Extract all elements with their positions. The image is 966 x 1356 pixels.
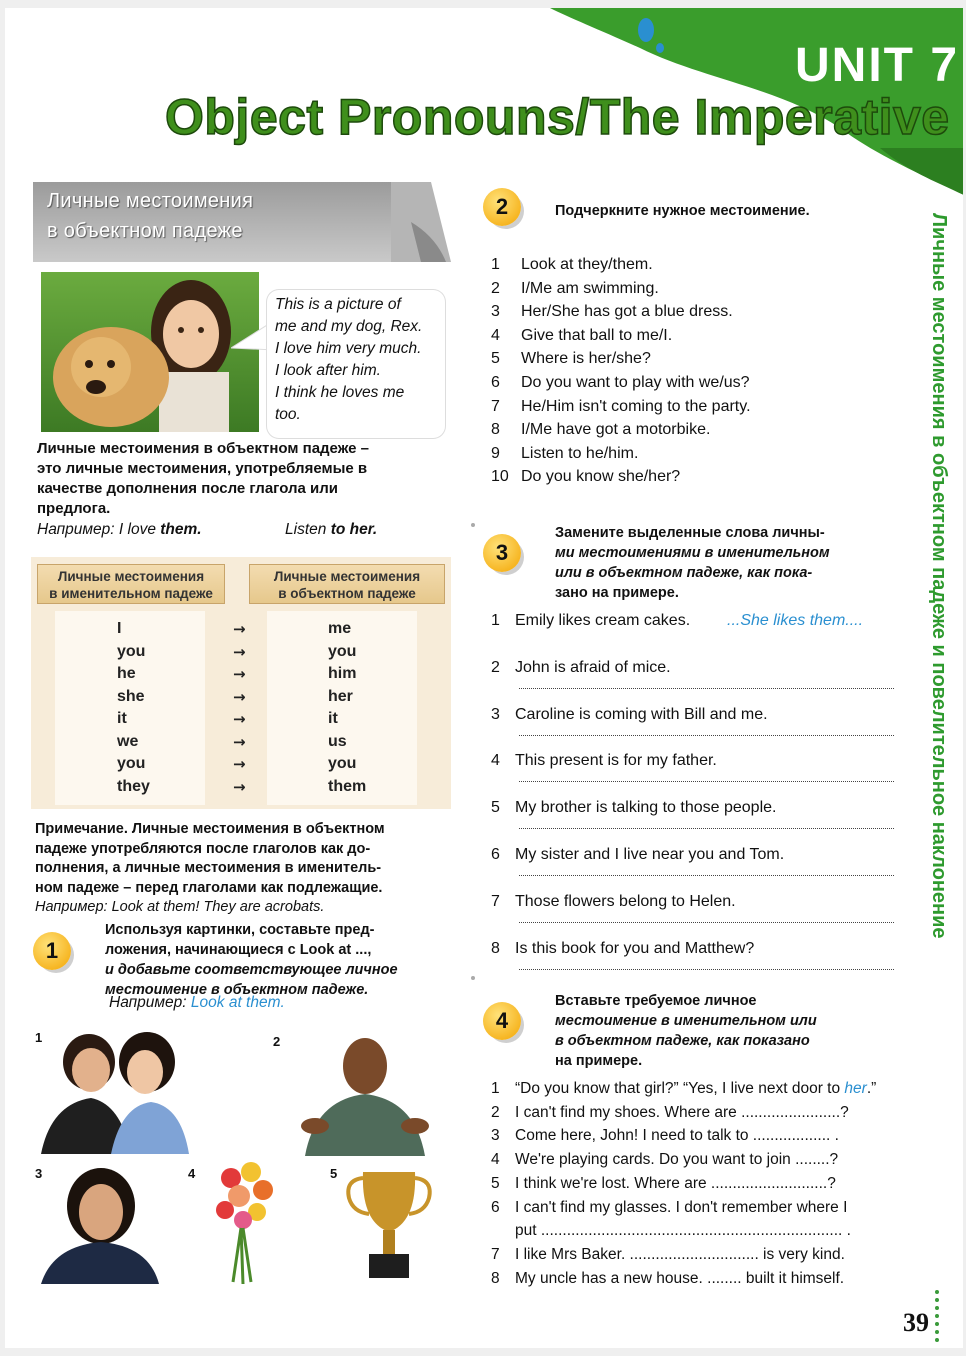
note-example: Например: Look at them! They are acrobats. xyxy=(35,899,325,915)
item-number: 8 xyxy=(491,421,500,439)
instruction-line: и добавьте соответствующее личное xyxy=(105,962,398,978)
banner-curl xyxy=(391,182,451,262)
table-header-subject xyxy=(37,564,225,604)
page-number: 39 xyxy=(903,1308,929,1337)
definition-example-2 xyxy=(285,521,377,539)
instruction-line: зано на примере. xyxy=(555,585,679,601)
subject-pronoun: it xyxy=(117,710,127,727)
arrow-icon: → xyxy=(233,710,246,728)
item-text: Those flowers belong to Helen. xyxy=(515,892,736,910)
item-number: 7 xyxy=(491,397,500,415)
item-number: 5 xyxy=(491,1174,500,1192)
exercise-3-badge: 3 xyxy=(483,534,521,572)
item-text xyxy=(515,1222,851,1240)
object-pronoun: you xyxy=(328,755,357,772)
item-text: Is this book for you and Matthew? xyxy=(515,939,755,957)
object-pronoun: us xyxy=(328,732,347,750)
item-text-main: Come here, John! I need to talk to .................. . xyxy=(515,1127,839,1145)
note-line: Примечание. Личные местоимения в объектном xyxy=(35,821,385,837)
instruction-line: Используя картинки, составьте пред- xyxy=(105,922,375,938)
example-word: to xyxy=(330,521,346,538)
item-number: 5 xyxy=(491,799,500,817)
picture-number: 3 xyxy=(35,1166,43,1181)
picture-number: 1 xyxy=(35,1030,43,1045)
exercise-3-item xyxy=(491,846,891,866)
item-text: Emily likes cream cakes. xyxy=(515,612,691,629)
section-banner xyxy=(33,182,431,262)
exercise-2-item xyxy=(491,303,891,323)
subject-pronoun: you xyxy=(117,755,146,772)
item-number: 4 xyxy=(491,752,500,770)
example-label: Например: xyxy=(109,994,187,1011)
arrow-icon: → xyxy=(233,620,246,638)
example-label: Listen xyxy=(285,521,327,538)
exercise-2-item xyxy=(491,374,891,394)
exercise-1-instruction xyxy=(105,920,455,1000)
exercise-4-item xyxy=(491,1222,901,1242)
exercise-3-instruction xyxy=(555,523,915,603)
grammar-note xyxy=(35,820,455,918)
subject-pronoun: I xyxy=(117,620,122,637)
answer-line[interactable] xyxy=(519,687,894,689)
item-text-main: I can't find my glasses. I don't remember where I xyxy=(515,1198,848,1216)
note-line: ном падеже – перед глаголами как подлежащие. xyxy=(35,879,383,896)
object-pronoun: me xyxy=(328,620,352,637)
item-text-main: My uncle has a new house. ........ built it himself. xyxy=(515,1269,845,1287)
speech-line: too. xyxy=(275,406,301,423)
textbook-page xyxy=(5,8,963,1348)
exercise-4-item xyxy=(491,1199,901,1219)
instruction-line: Вставьте требуемое личное xyxy=(555,993,757,1009)
flowers-picture xyxy=(211,1158,281,1286)
instruction-line: местоимение в объектном падеже. xyxy=(105,982,369,998)
item-text: I/Me have got a motorbike. xyxy=(521,421,711,439)
girl-and-dog-photo xyxy=(41,272,259,432)
item-text-main: I can't find my shoes. Where are .......................? xyxy=(515,1103,849,1121)
definition-line: Личные местоимения в объектном падеже – xyxy=(37,440,369,457)
item-text xyxy=(515,1104,849,1122)
item-text-main: put ...................................................................... . xyxy=(515,1222,851,1240)
definition-line: предлога. xyxy=(37,500,111,517)
item-text: Where is her/she? xyxy=(521,350,651,368)
exercise-3-item xyxy=(491,893,891,913)
exercise-2-item xyxy=(491,280,891,300)
example-word: her. xyxy=(349,521,378,538)
speech-line: me and my dog, Rex. xyxy=(275,318,423,335)
item-text-end: .” xyxy=(866,1080,877,1097)
item-number: 5 xyxy=(491,350,500,368)
exercise-4-instruction xyxy=(555,991,915,1071)
arrow-icon: → xyxy=(233,777,246,796)
item-text: Do you know she/her? xyxy=(521,468,681,486)
item-number: 8 xyxy=(491,939,500,957)
header-line: Личные местоимения xyxy=(273,569,421,584)
item-number: 2 xyxy=(491,279,500,297)
item-number: 6 xyxy=(491,846,500,863)
exercise-2-item xyxy=(491,398,891,418)
exercise-3-item xyxy=(491,659,891,679)
item-text-main: I think we're lost. Where are ...........................? xyxy=(515,1174,836,1192)
exercise-4-item xyxy=(491,1104,901,1124)
example-answer: ...She likes them.... xyxy=(727,612,864,629)
picture-number: 5 xyxy=(330,1166,338,1181)
exercise-3-item xyxy=(491,799,891,819)
example-label: Например: I love xyxy=(37,521,156,538)
arrow-icon: → xyxy=(233,755,246,773)
header-line: Личные местоимения xyxy=(57,569,205,584)
item-text: I/Me am swimming. xyxy=(521,279,659,297)
item-text: Do you want to play with we/us? xyxy=(521,374,750,391)
item-text: Her/She has got a blue dress. xyxy=(521,303,733,321)
exercise-3-item xyxy=(491,612,891,632)
item-number: 1 xyxy=(491,1080,500,1097)
instruction-line: ложения, начинающиеся с Look at ..., xyxy=(105,942,372,958)
item-number: 3 xyxy=(491,1127,500,1145)
object-pronoun: it xyxy=(328,710,338,727)
item-text xyxy=(515,1151,838,1169)
item-text: Caroline is coming with Bill and me. xyxy=(515,705,768,723)
exercise-1-badge: 1 xyxy=(33,932,71,970)
exercise-1-example xyxy=(109,994,285,1012)
speech-line: This is a picture of xyxy=(275,296,401,313)
unit-label: UNIT 7 xyxy=(795,39,960,92)
object-pronoun: them xyxy=(328,777,367,795)
exercise-3-item xyxy=(491,752,891,772)
item-text xyxy=(515,1175,836,1193)
item-text-main: I like Mrs Baker. .............................. is very kind. xyxy=(515,1245,845,1263)
item-number: 3 xyxy=(491,303,500,321)
picture-number: 4 xyxy=(188,1166,196,1181)
item-number: 8 xyxy=(491,1269,500,1287)
item-text xyxy=(515,1080,876,1098)
item-number: 2 xyxy=(491,658,500,676)
speech-bubble xyxy=(267,290,445,438)
instruction-line: на примере. xyxy=(555,1053,643,1069)
column-divider-dot xyxy=(471,976,475,980)
header-line: в именительном падеже xyxy=(49,586,213,601)
item-number: 4 xyxy=(491,1151,500,1169)
example-word: them. xyxy=(160,521,202,538)
table-column-subject xyxy=(55,611,205,805)
item-number: 9 xyxy=(491,444,500,462)
trophy-picture xyxy=(343,1166,435,1286)
item-number: 4 xyxy=(491,326,500,344)
girl-thinking-picture xyxy=(41,1166,159,1284)
item-number: 3 xyxy=(491,705,500,723)
exercise-2-instruction: Подчеркните нужное местоимение. xyxy=(555,203,810,219)
note-line: полнения, а личные местоимения в именитель- xyxy=(35,860,382,876)
item-number: 7 xyxy=(491,1245,500,1263)
item-number: 10 xyxy=(491,468,509,486)
instruction-line: или в объектном падеже, как пока- xyxy=(555,565,813,581)
man-shrugging-picture xyxy=(295,1030,435,1156)
exercise-2-item xyxy=(491,445,891,465)
answer-line[interactable] xyxy=(519,827,894,829)
answer-line[interactable] xyxy=(519,874,894,876)
item-number: 6 xyxy=(491,374,500,391)
exercise-4-badge: 4 xyxy=(483,1002,521,1040)
definition-line: это личные местоимения, употребляемые в xyxy=(37,460,368,477)
item-number: 6 xyxy=(491,1198,500,1216)
item-number: 7 xyxy=(491,892,500,910)
definition-line: качестве дополнения после глагола или xyxy=(37,480,339,497)
exercise-2-item xyxy=(491,421,891,441)
exercise-4-item xyxy=(491,1127,901,1147)
exercise-4-item xyxy=(491,1175,901,1195)
exercise-3-item xyxy=(491,706,891,726)
exercise-4-item xyxy=(491,1246,901,1266)
exercise-3-item xyxy=(491,940,891,960)
exercise-2-item xyxy=(491,256,891,276)
item-text xyxy=(515,1246,845,1264)
item-text: My brother is talking to those people. xyxy=(515,799,777,817)
page-corner-dots xyxy=(935,1290,943,1342)
item-text xyxy=(515,1127,839,1145)
exercise-4-item xyxy=(491,1270,901,1290)
item-text: This present is for my father. xyxy=(515,752,717,770)
page-title: Object Pronouns/The Imperative xyxy=(165,89,950,145)
exercise-2-badge: 2 xyxy=(483,188,521,226)
answer-line[interactable] xyxy=(519,780,894,782)
exercise-4-item xyxy=(491,1080,901,1100)
arrow-icon: → xyxy=(233,687,246,706)
instruction-line: в объектном падеже, как показано xyxy=(555,1033,810,1049)
answer-line[interactable] xyxy=(519,921,894,923)
side-caption: Личные местоимения в объектном падеже и повелительное наклонение xyxy=(928,213,950,939)
table-column-object xyxy=(267,611,417,805)
subject-pronoun: you xyxy=(117,642,146,660)
speech-line: I look after him. xyxy=(275,362,381,379)
subject-pronoun: he xyxy=(117,665,136,682)
instruction-line: местоимение в именительном или xyxy=(555,1013,817,1029)
item-text: Look at they/them. xyxy=(521,256,653,273)
item-number: 1 xyxy=(491,612,500,629)
subject-pronoun: she xyxy=(117,687,145,705)
item-text: My sister and I live near you and Tom. xyxy=(515,846,785,863)
object-pronoun: you xyxy=(328,642,357,660)
item-text xyxy=(515,1199,847,1217)
exercise-2-item xyxy=(491,350,891,370)
arrow-icon: → xyxy=(233,642,246,661)
item-text: John is afraid of mice. xyxy=(515,658,671,676)
header-line: в объектном падеже xyxy=(278,586,416,601)
banner-line-1: Личные местоимения xyxy=(47,190,254,212)
item-text-main: “Do you know that girl?” “Yes, I live next door to xyxy=(515,1080,841,1097)
note-line: падеже употребляются после глаголов как до- xyxy=(35,840,371,857)
exercise-2-item xyxy=(491,468,891,488)
item-text: He/Him isn't coming to the party. xyxy=(521,397,751,415)
item-number: 1 xyxy=(491,256,500,273)
object-pronoun: her xyxy=(328,687,353,705)
picture-number: 2 xyxy=(273,1034,281,1049)
speech-line: I think he loves me xyxy=(275,384,405,401)
item-text: Give that ball to me/I. xyxy=(521,326,673,344)
answer-line[interactable] xyxy=(519,734,894,736)
item-number: 2 xyxy=(491,1103,500,1121)
example-answer: Look at them. xyxy=(190,994,285,1011)
item-text: Listen to he/him. xyxy=(521,444,639,462)
arrow-icon: → xyxy=(233,732,246,751)
item-text xyxy=(515,1270,844,1288)
exercise-4-item xyxy=(491,1151,901,1171)
instruction-line: ми местоимениями в именительном xyxy=(555,545,830,561)
arrow-icon: → xyxy=(233,665,246,683)
exercise-2-item xyxy=(491,327,891,347)
item-text-main: We're playing cards. Do you want to join ........? xyxy=(515,1151,839,1169)
speech-line: I love him very much. xyxy=(275,340,422,357)
object-pronoun: him xyxy=(328,665,357,682)
example-answer: her xyxy=(844,1080,867,1097)
couple-picture xyxy=(41,1026,189,1154)
subject-pronoun: they xyxy=(117,777,150,795)
subject-pronoun: we xyxy=(117,732,139,750)
banner-line-2: в объектном падеже xyxy=(47,220,243,242)
table-header-object xyxy=(249,564,445,604)
column-divider-dot xyxy=(471,523,475,527)
instruction-line: Замените выделенные слова личны- xyxy=(555,525,825,541)
definition-example xyxy=(37,521,202,539)
answer-line[interactable] xyxy=(519,968,894,970)
